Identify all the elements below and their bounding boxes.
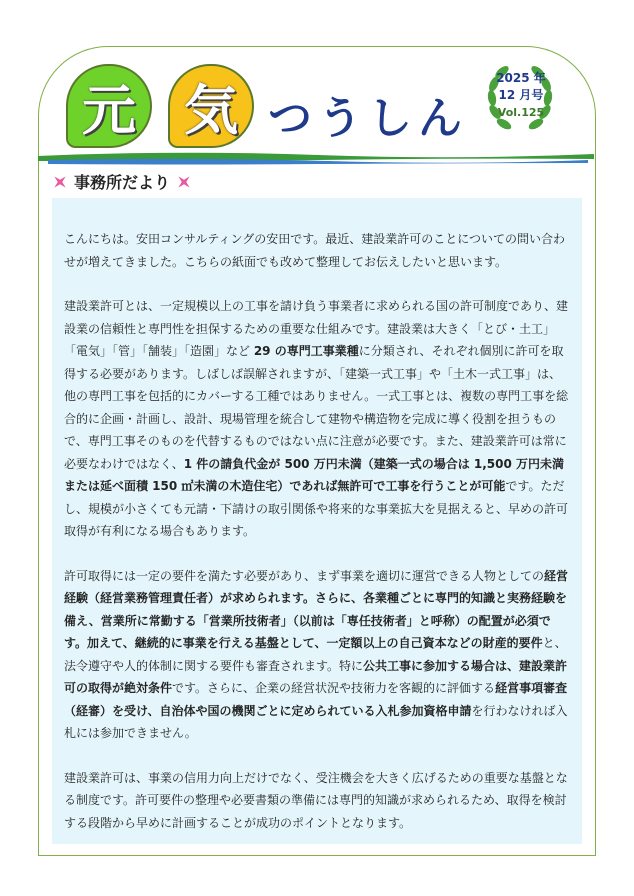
p2-bold-29-types: 29 の専門工事業種 <box>253 344 359 358</box>
p3-text-e: です。さらに、企業の経営状況や技術力を客観的に評価する <box>172 681 496 695</box>
p2-text-c: に分類され、それぞれ個別に許可を取得する必要があります。しばしば誤解されますが、「建築一式工事」や「土木一式工事」は、他の専門工事を包括的にカバーする工種ではありません。一式工事とは、複数の専門工事を総合的に企画・計画し、設計、現場管理を統合して建物や構造物を完成に導く役割を担うもので、専門工事そのものを代替するものではない点に注意が必要です。また、建設業許可は常に必要なわけではなく、 <box>64 344 569 471</box>
section-title: 事務所だより <box>74 173 171 192</box>
genki-badge-2 <box>168 64 254 148</box>
header-divider <box>38 146 594 168</box>
paragraph-intro: こんにちは。安田コンサルティングの安田です。最近、建設業許可のことについての問い合わせが増えてきました。こちらの紙面でも改めて整理してお伝えしたいと思います。 <box>64 232 566 269</box>
section-header <box>52 170 192 193</box>
genki-badge-1 <box>66 64 152 148</box>
p3-bold-keishin: 経営事項審査（経審）を受け、自治体や国の機関ごとに定められている入札参加資格申請 <box>64 681 568 718</box>
pink-star-icon <box>176 174 192 190</box>
p3-bold-public-works: 公共工事に参加する場合は、建設業許可の取得が絶対条件 <box>64 658 568 695</box>
p2-text-a: 建設業許可とは、一定規模以上の工事を請け負う事業者に求められる国の許可制度であり、建設業の信頼性と専門性を担保するための重要な仕組みです。建設業は大きく「とび・土工」「電気」「管」「舗装」「造園」など <box>64 299 569 358</box>
p2-bold-exemption: 1 件の請負代金が 500 万円未満（建築一式の場合は 1,500 万円未満または延べ面積 150 ㎡未満の木造住宅）であれば無許可で工事を行うことが可能 <box>64 456 565 493</box>
badge-2-char: 気 <box>184 78 238 142</box>
badge-1-char: 元 <box>82 78 136 142</box>
p3-text-a: 許可取得には一定の要件を満たす必要があり、まず事業を適切に運営できる人物としての <box>64 568 545 583</box>
newsletter-title: つうしん <box>268 93 468 144</box>
p3-text-c: と、法令遵守や人的体制に関する要件も審査されます。特に <box>64 636 567 673</box>
article-box <box>52 198 582 844</box>
paragraph-conclusion: 建設業許可は、事業の信用力向上だけでなく、受注機会を大きく広げるための重要な基盤となる制度です。許可要件の整理や必要書類の準備には専門的知識が求められるため、取得を検討する段階から早めに計画することが成功のポイントとなります。 <box>64 770 568 830</box>
p3-bold-management: 経営経験（経営業務管理責任者）が求められます。さらに、各業種ごとに専門的知識と実務経験を備え、営業所に常勤する「営業所技術者」（以前は「専任技術者」と呼称）の配置が必須です。加えて、継続的に事業を行える基盤として、一定額以上の自己資本などの財産的要件 <box>64 568 569 650</box>
issue-info <box>490 70 552 121</box>
paragraph-license-overview <box>64 295 570 543</box>
p2-text-e: です。ただし、規模が小さくても元請・下請けの取引関係や将来的な事業拡大を見据えると、早めの許可取得が有利になる場合もあります。 <box>64 479 569 538</box>
issue-month: 12 月号 <box>498 88 544 102</box>
p3-text-g: を行わなければ入札には参加できません。 <box>64 703 568 740</box>
pink-star-icon <box>52 174 68 190</box>
issue-year: 2025 年 <box>496 71 546 85</box>
issue-volume: Vol.125 <box>497 106 545 119</box>
paragraph-requirements <box>64 565 570 745</box>
